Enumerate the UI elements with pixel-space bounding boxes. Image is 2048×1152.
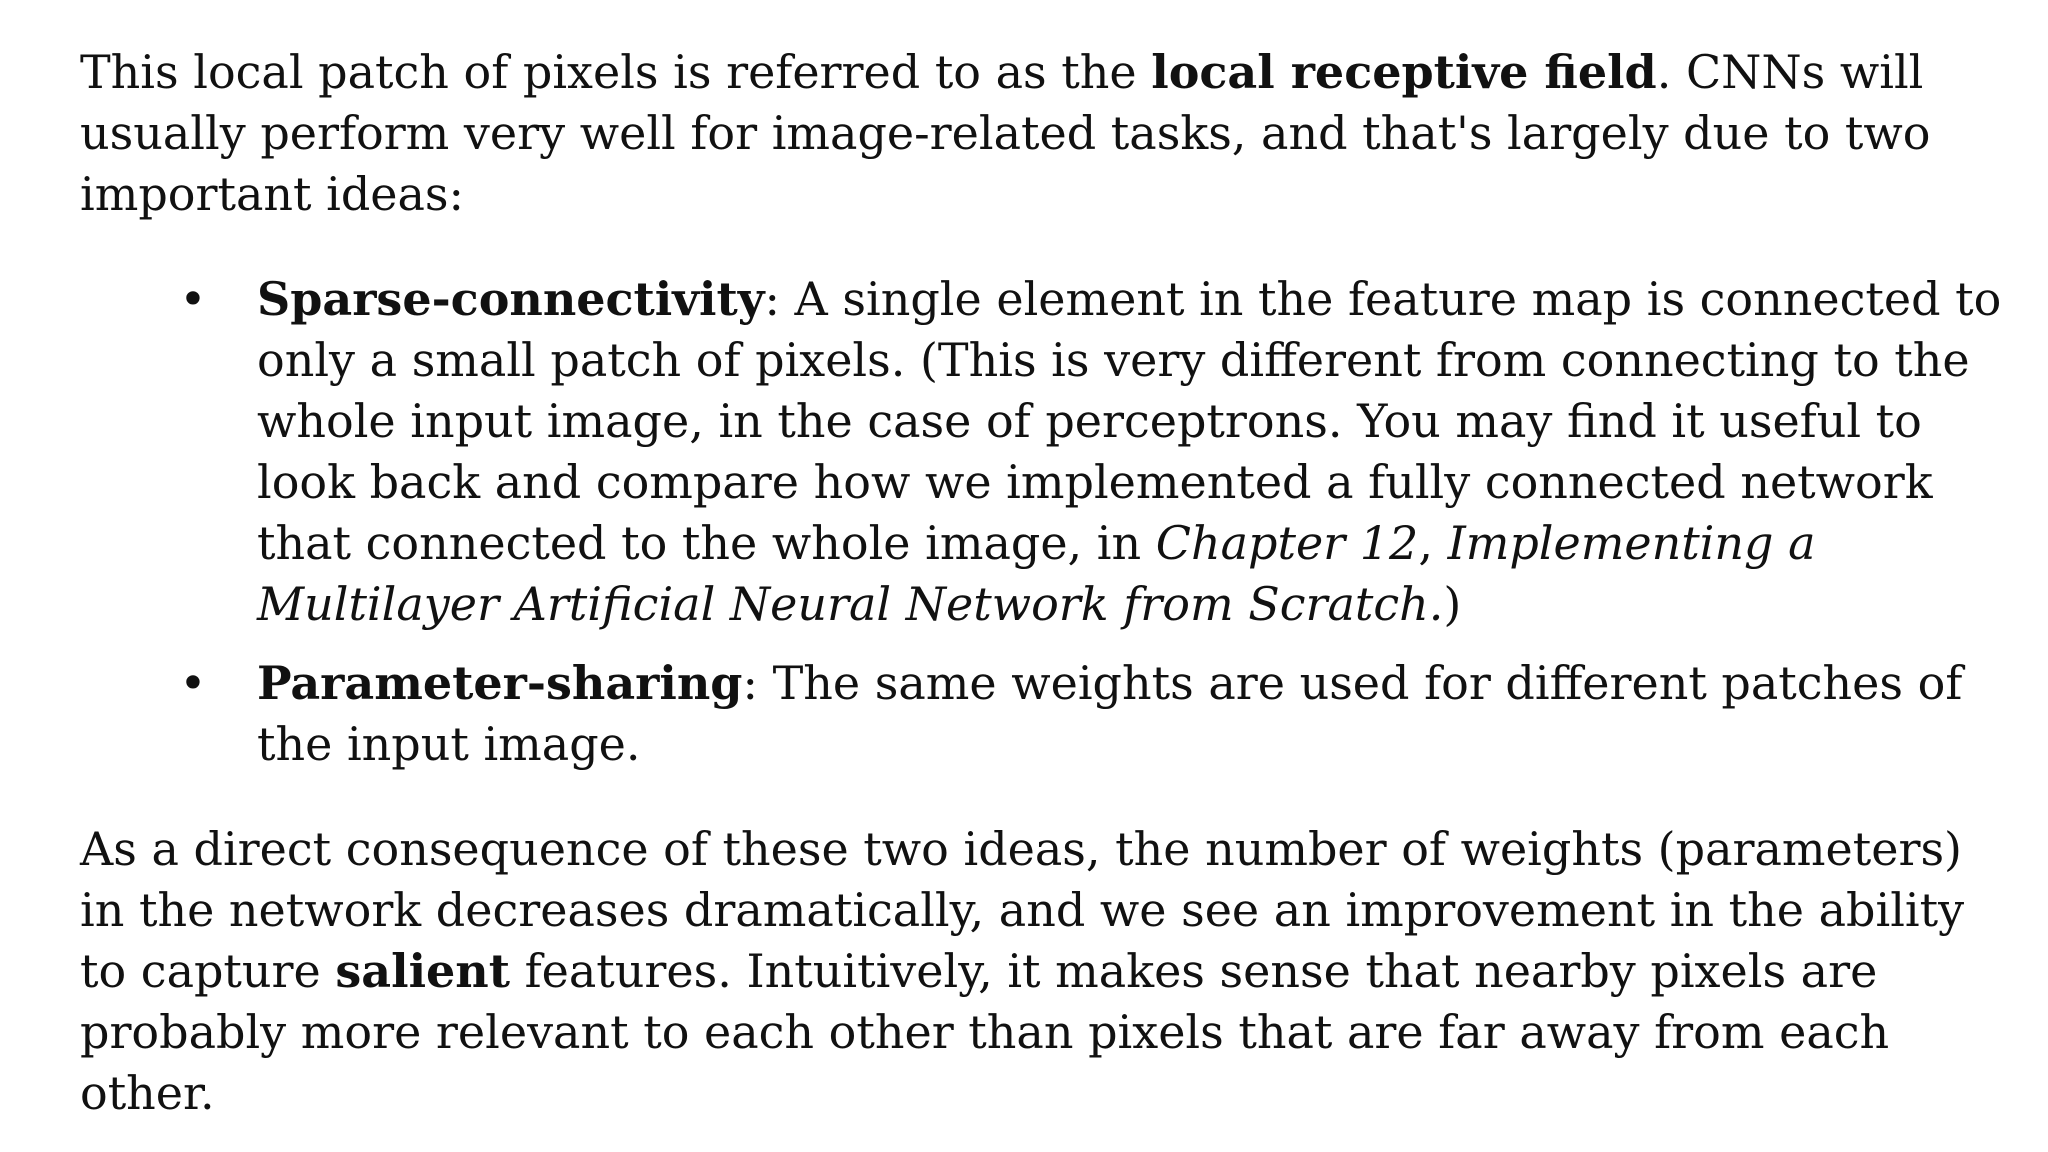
closing-parenthesis: ): [1443, 577, 1462, 631]
salient-term: salient: [335, 944, 511, 998]
chapter-separator: ,: [1418, 516, 1448, 570]
intro-text-start: This local patch of pixels is referred to as the: [80, 45, 1152, 99]
local-receptive-field-term: local receptive field: [1151, 45, 1657, 99]
ideas-list: [80, 269, 2020, 775]
list-item-sparse-connectivity: [80, 269, 2020, 635]
intro-text-end: . CNNs will usually perform very well for image-related tasks, and that's largely due to two important ideas:: [80, 45, 1931, 221]
conclusion-text-end: features. Intuitively, it makes sense that nearby pixels are probably more relevant to each other than pixels that are far away from each other.: [80, 944, 1890, 1120]
sparse-connectivity-term: Sparse-connectivity: [257, 272, 765, 326]
sparse-connectivity-text: : A single element in the feature map is connected to only a small patch of pixels. (This is very different from connecting to the whole input image, in the case of perceptrons. You may find it useful to look back and compare how we implemented a fully connected network that connected to the whole image, in: [257, 272, 2002, 570]
parameter-sharing-term: Parameter-sharing: [257, 656, 743, 710]
chapter-reference: Chapter 12: [1155, 516, 1419, 570]
chapter-title: Implementing a Multilayer Artificial Neural Network from Scratch.: [257, 516, 1816, 631]
conclusion-paragraph: [80, 819, 2020, 1124]
bullet-icon: •: [179, 656, 207, 710]
bullet-icon: •: [179, 272, 207, 326]
conclusion-text-start: As a direct consequence of these two ideas, the number of weights (parameters) in the network decreases dramatically, and we see an improvement in the ability to capture: [80, 822, 1965, 998]
intro-paragraph: [80, 42, 2020, 225]
list-item-parameter-sharing: [80, 653, 2020, 775]
document-page: [80, 42, 2020, 1124]
parameter-sharing-text: : The same weights are used for different patches of the input image.: [257, 656, 1963, 771]
